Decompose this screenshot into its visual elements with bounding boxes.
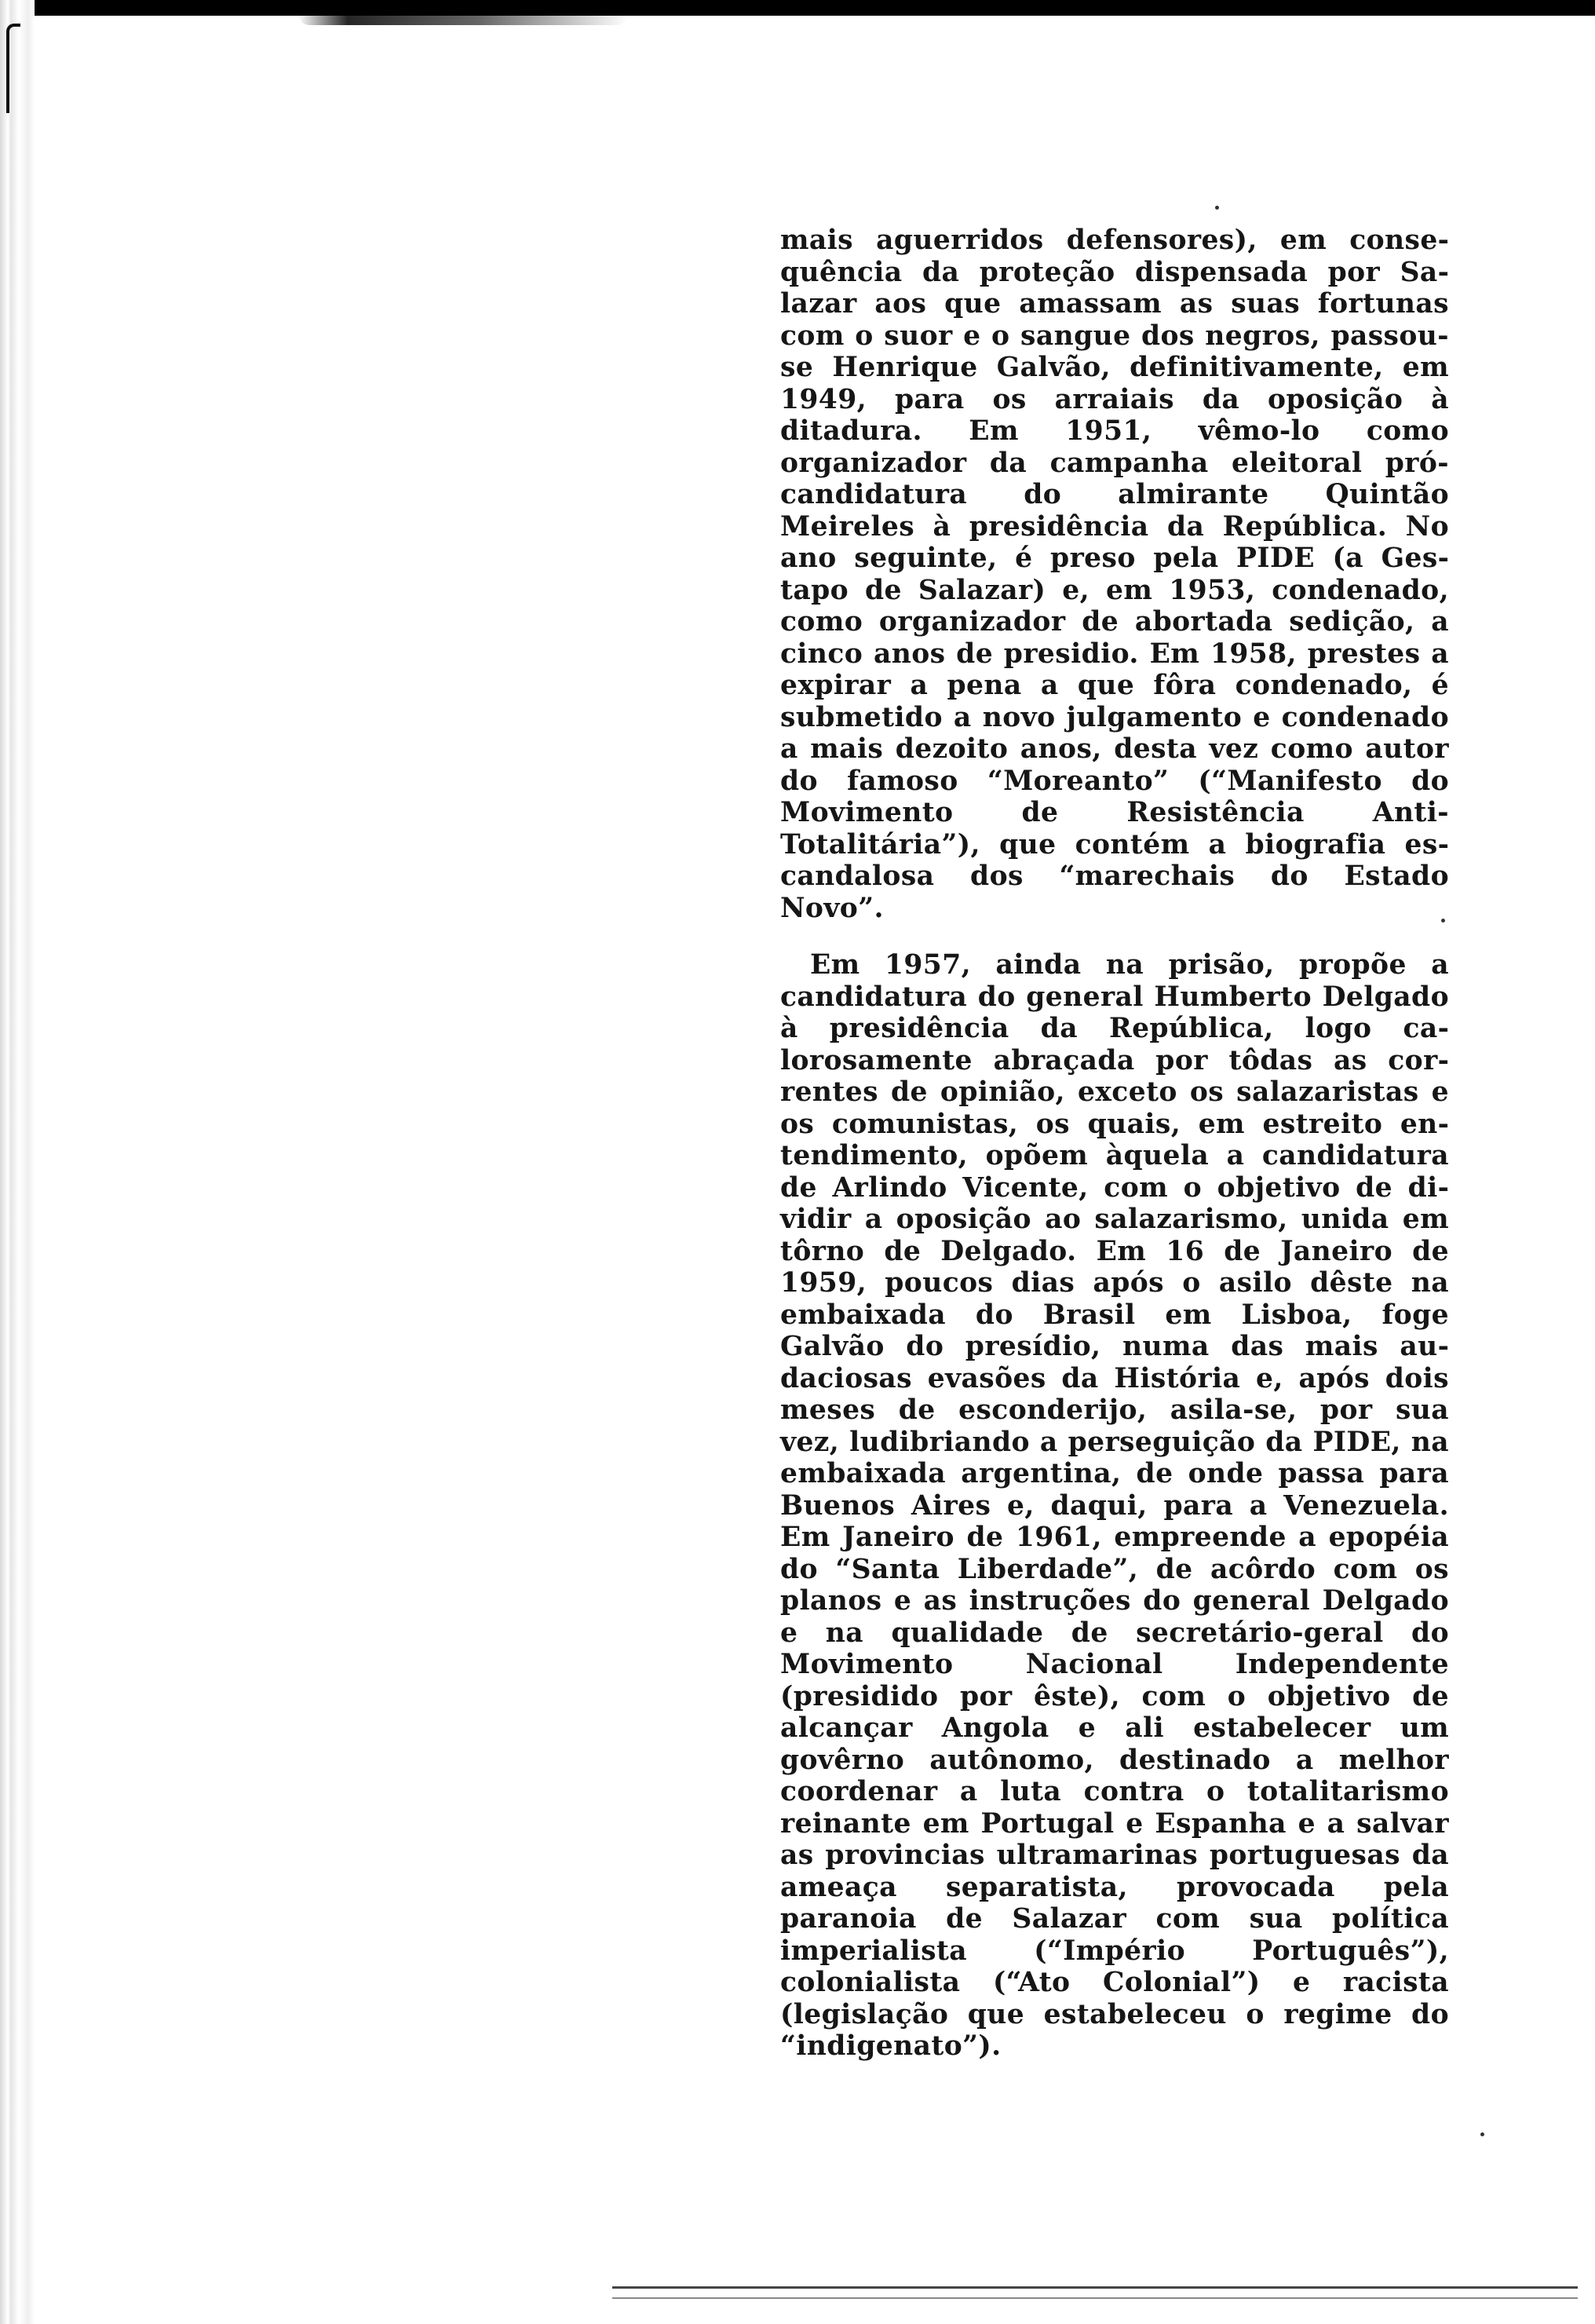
scan-left-edge [0,0,35,2324]
scan-corner-mark [6,24,20,113]
scan-bottom-rule [612,2297,1578,2299]
scan-top-smudge [298,14,628,25]
body-paragraph: mais aguerridos defensores), em consequência da proteção dispensada por Salazar aos que amassam as suas fortunas com o suor e o sangue dos negros, passou-se Henrique Galvão, definitivamente, em 1949, para os arraiais da oposição à ditadura. Em 1951, vêmo-lo como organizador da campanha eleitoral pró-candidatura do almirante Quintão Meireles à presidência da República. No ano seguinte, é preso pela PIDE (a Gestapo de Salazar) e, em 1953, condenado, como organizador de abortada sedição, a cinco anos de presidio. Em 1958, prestes a expirar a pena a que fôra condenado, é submetido a novo julgamento e condenado a mais dezoito anos, desta vez como autor do famoso “Moreanto” (“Manifesto do Movimento de Resistência Anti-Totalitária”), que contém a biografia escandalosa dos “marechais do Estado Novo”. [780,225,1449,924]
scan-speck [1480,2132,1484,2136]
scan-speck [1215,206,1219,210]
text-column [780,225,1449,2063]
scan-bottom-rule [612,2286,1578,2289]
scan-top-border [0,0,1595,16]
body-paragraph: Em 1957, ainda na prisão, propõe a candidatura do general Humberto Delgado à presidência da República, logo calorosamente abraçada por tôdas as correntes de opinião, exceto os salazaristas e os comunistas, os quais, em estreito entendimento, opõem àquela a candidatura de Arlindo Vicente, com o objetivo de dividir a oposição ao salazarismo, unida em tôrno de Delgado. Em 16 de Janeiro de 1959, poucos dias após o asilo dêste na embaixada do Brasil em Lisboa, foge Galvão do presídio, numa das mais audaciosas evasões da História e, após dois meses de esconderijo, asila-se, por sua vez, ludibriando a perseguição da PIDE, na embaixada argentina, de onde passa para Buenos Aires e, daqui, para a Venezuela. Em Janeiro de 1961, empreende a epopéia do “Santa Liberdade”, de acôrdo com os planos e as instruções do general Delgado e na qualidade de secretário-geral do Movimento Nacional Independente (presidido por êste), com o objetivo de alcançar Angola e ali estabelecer um govêrno autônomo, destinado a melhor coordenar a luta contra o totalitarismo reinante em Portugal e Espanha e a salvar as provincias ultramarinas portuguesas da ameaça separatista, provocada pela paranoia de Salazar com sua política imperialista (“Império Português”), colonialista (“Ato Colonial”) e racista (legislação que estabeleceu o regime do “indigenato”). [780,949,1449,2062]
